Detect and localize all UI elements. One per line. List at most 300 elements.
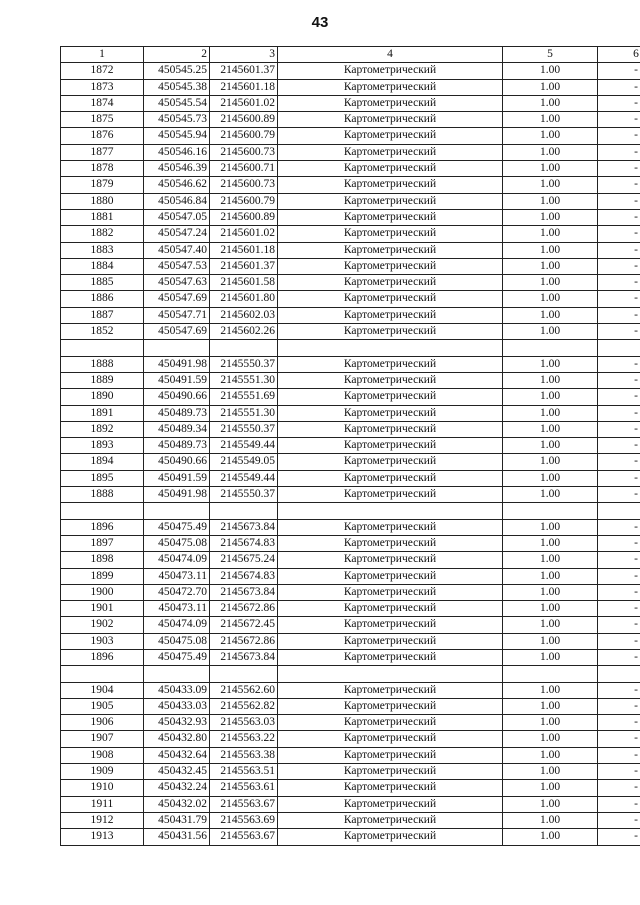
- table-cell: 1.00: [503, 291, 598, 307]
- table-cell: 450547.05: [144, 209, 210, 225]
- table-cell: Картометрический: [278, 552, 503, 568]
- table-cell: 1.00: [503, 715, 598, 731]
- table-row: [61, 796, 640, 812]
- table-cell: 2145601.02: [210, 226, 278, 242]
- table-cell: 450547.69: [144, 324, 210, 340]
- table-cell: Картометрический: [278, 470, 503, 486]
- table-cell: 1.00: [503, 649, 598, 665]
- table-cell: -: [598, 144, 640, 160]
- table-cell: 2145600.89: [210, 112, 278, 128]
- table-cell: 1875: [61, 112, 144, 128]
- table-cell: 1.00: [503, 617, 598, 633]
- table-cell: 1895: [61, 470, 144, 486]
- table-cell: 2145562.82: [210, 698, 278, 714]
- table-row: [61, 275, 640, 291]
- table-cell: 450432.24: [144, 780, 210, 796]
- table-cell: 2145672.45: [210, 617, 278, 633]
- table-cell: -: [598, 633, 640, 649]
- table-cell: 1909: [61, 764, 144, 780]
- table-cell: 1884: [61, 258, 144, 274]
- table-cell: -: [598, 731, 640, 747]
- table-cell: 450475.08: [144, 535, 210, 551]
- table-row: [61, 470, 640, 486]
- table-cell: 2145600.73: [210, 177, 278, 193]
- table-cell: 2145550.37: [210, 421, 278, 437]
- table-cell: Картометрический: [278, 568, 503, 584]
- table-cell: 1906: [61, 715, 144, 731]
- table-cell: 1.00: [503, 584, 598, 600]
- table-row: [61, 487, 640, 503]
- table-cell: 1904: [61, 682, 144, 698]
- table-cell: -: [598, 552, 640, 568]
- table-cell: 1.00: [503, 519, 598, 535]
- table-cell: 1.00: [503, 275, 598, 291]
- column-header-1: 1: [61, 47, 144, 63]
- table-cell: Картометрический: [278, 177, 503, 193]
- table-cell: 1881: [61, 209, 144, 225]
- table-cell: -: [598, 812, 640, 828]
- table-cell: 1.00: [503, 568, 598, 584]
- table-cell: 2145672.86: [210, 633, 278, 649]
- table-cell: 1.00: [503, 161, 598, 177]
- table-cell: -: [598, 161, 640, 177]
- table-cell: [503, 340, 598, 356]
- table-cell: -: [598, 193, 640, 209]
- table-cell: Картометрический: [278, 112, 503, 128]
- table-cell: 450491.98: [144, 487, 210, 503]
- table-cell: 1.00: [503, 209, 598, 225]
- table-cell: 450547.71: [144, 307, 210, 323]
- table-row: [61, 682, 640, 698]
- table-cell: Картометрический: [278, 144, 503, 160]
- table-row: [61, 112, 640, 128]
- table-cell: 450545.54: [144, 95, 210, 111]
- table-cell: 1.00: [503, 731, 598, 747]
- table-cell: 1.00: [503, 487, 598, 503]
- table-cell: 450546.62: [144, 177, 210, 193]
- table-cell: 1889: [61, 372, 144, 388]
- table-cell: Картометрический: [278, 535, 503, 551]
- table-cell: -: [598, 682, 640, 698]
- table-cell: 450547.69: [144, 291, 210, 307]
- table-cell: Картометрический: [278, 649, 503, 665]
- table-cell: 1883: [61, 242, 144, 258]
- table-cell: 450475.49: [144, 649, 210, 665]
- table-cell: 2145600.79: [210, 128, 278, 144]
- table-cell: -: [598, 307, 640, 323]
- coordinates-table: [60, 46, 640, 846]
- table-cell: Картометрический: [278, 307, 503, 323]
- table-cell: 1888: [61, 487, 144, 503]
- table-cell: -: [598, 454, 640, 470]
- table-cell: 2145601.80: [210, 291, 278, 307]
- table-cell: [210, 503, 278, 519]
- table-cell: 450474.09: [144, 617, 210, 633]
- table-cell: 2145563.38: [210, 747, 278, 763]
- table-cell: Картометрический: [278, 747, 503, 763]
- table-cell: 2145601.58: [210, 275, 278, 291]
- table-cell: -: [598, 535, 640, 551]
- table-cell: [61, 340, 144, 356]
- table-cell: -: [598, 389, 640, 405]
- table-row: [61, 356, 640, 372]
- table-cell: 2145563.03: [210, 715, 278, 731]
- table-cell: 1903: [61, 633, 144, 649]
- table-cell: Картометрический: [278, 454, 503, 470]
- table-cell: 2145672.86: [210, 601, 278, 617]
- table-cell: 1888: [61, 356, 144, 372]
- table-cell: 1896: [61, 519, 144, 535]
- table-cell: Картометрический: [278, 209, 503, 225]
- table-row: [61, 128, 640, 144]
- table-cell: [61, 666, 144, 682]
- table-cell: -: [598, 649, 640, 665]
- table-cell: -: [598, 715, 640, 731]
- table-cell: 2145550.37: [210, 356, 278, 372]
- table-cell: -: [598, 829, 640, 845]
- table-cell: 1885: [61, 275, 144, 291]
- table-cell: 2145551.69: [210, 389, 278, 405]
- table-row: [61, 535, 640, 551]
- table-cell: 1.00: [503, 144, 598, 160]
- table-cell: -: [598, 438, 640, 454]
- table-cell: 1.00: [503, 372, 598, 388]
- table-cell: Картометрический: [278, 128, 503, 144]
- table-cell: [61, 503, 144, 519]
- table-cell: 1.00: [503, 535, 598, 551]
- table-cell: 2145549.44: [210, 470, 278, 486]
- table-cell: Картометрический: [278, 715, 503, 731]
- table-cell: -: [598, 356, 640, 372]
- table-cell: 1894: [61, 454, 144, 470]
- table-cell: 1877: [61, 144, 144, 160]
- table-cell: 450491.59: [144, 372, 210, 388]
- table-cell: 1.00: [503, 698, 598, 714]
- table-cell: 1900: [61, 584, 144, 600]
- table-cell: 2145600.73: [210, 144, 278, 160]
- table-cell: 1.00: [503, 193, 598, 209]
- table-cell: 450545.73: [144, 112, 210, 128]
- table-cell: 1891: [61, 405, 144, 421]
- table-cell: 1.00: [503, 128, 598, 144]
- table-cell: Картометрический: [278, 584, 503, 600]
- table-body: [61, 63, 640, 845]
- table-cell: 450432.93: [144, 715, 210, 731]
- table-cell: 450475.49: [144, 519, 210, 535]
- table-cell: 450431.56: [144, 829, 210, 845]
- table-cell: 2145601.18: [210, 79, 278, 95]
- table-cell: 2145600.71: [210, 161, 278, 177]
- table-row: [61, 438, 640, 454]
- table-cell: -: [598, 470, 640, 486]
- table-cell: 450491.98: [144, 356, 210, 372]
- table-row: [61, 324, 640, 340]
- table-cell: [278, 503, 503, 519]
- table-row: [61, 389, 640, 405]
- table-cell: -: [598, 487, 640, 503]
- table-cell: -: [598, 275, 640, 291]
- column-header-3: 3: [210, 47, 278, 63]
- table-cell: 1876: [61, 128, 144, 144]
- table-cell: 1.00: [503, 79, 598, 95]
- table-cell: 1893: [61, 438, 144, 454]
- table-cell: 1901: [61, 601, 144, 617]
- table-cell: Картометрический: [278, 324, 503, 340]
- table-cell: [503, 666, 598, 682]
- table-cell: Картометрический: [278, 389, 503, 405]
- table-cell: 2145675.24: [210, 552, 278, 568]
- table-row: [61, 95, 640, 111]
- table-cell: -: [598, 291, 640, 307]
- table-cell: [210, 340, 278, 356]
- table-row: [61, 177, 640, 193]
- table-cell: 450546.16: [144, 144, 210, 160]
- table-cell: -: [598, 764, 640, 780]
- table-cell: 2145674.83: [210, 535, 278, 551]
- table-cell: 1902: [61, 617, 144, 633]
- table-cell: 450432.02: [144, 796, 210, 812]
- table-cell: 1.00: [503, 112, 598, 128]
- table-cell: [144, 503, 210, 519]
- table-cell: Картометрический: [278, 258, 503, 274]
- table-cell: 450547.53: [144, 258, 210, 274]
- table-row: [61, 552, 640, 568]
- table-cell: 1890: [61, 389, 144, 405]
- table-cell: 1879: [61, 177, 144, 193]
- table-cell: -: [598, 177, 640, 193]
- table-header-row: [61, 47, 640, 63]
- table-cell: -: [598, 242, 640, 258]
- table-cell: Картометрический: [278, 242, 503, 258]
- table-cell: 450490.66: [144, 389, 210, 405]
- table-cell: 2145673.84: [210, 649, 278, 665]
- table-cell: 2145563.69: [210, 812, 278, 828]
- table-cell: [503, 503, 598, 519]
- table-row: [61, 812, 640, 828]
- table-cell: Картометрический: [278, 193, 503, 209]
- table-row: [61, 161, 640, 177]
- table-cell: 1873: [61, 79, 144, 95]
- table-row: [61, 340, 640, 356]
- table-cell: 1905: [61, 698, 144, 714]
- table-cell: [278, 666, 503, 682]
- table-cell: 1.00: [503, 324, 598, 340]
- table-cell: 2145551.30: [210, 405, 278, 421]
- table-cell: 2145563.67: [210, 796, 278, 812]
- table-cell: -: [598, 226, 640, 242]
- table-cell: Картометрический: [278, 698, 503, 714]
- table-cell: 1899: [61, 568, 144, 584]
- table-cell: 450489.73: [144, 438, 210, 454]
- table-cell: Картометрический: [278, 421, 503, 437]
- table-cell: 1.00: [503, 405, 598, 421]
- table-cell: -: [598, 796, 640, 812]
- table-cell: 450547.63: [144, 275, 210, 291]
- table-cell: 450473.11: [144, 568, 210, 584]
- table-cell: Картометрический: [278, 95, 503, 111]
- table-row: [61, 584, 640, 600]
- table-cell: 450546.39: [144, 161, 210, 177]
- table-cell: Картометрический: [278, 405, 503, 421]
- table-cell: 450432.45: [144, 764, 210, 780]
- table-cell: Картометрический: [278, 438, 503, 454]
- table-cell: 1.00: [503, 812, 598, 828]
- table-cell: 450490.66: [144, 454, 210, 470]
- table-cell: 450547.24: [144, 226, 210, 242]
- table-cell: 2145600.79: [210, 193, 278, 209]
- table-cell: 1892: [61, 421, 144, 437]
- table-cell: -: [598, 258, 640, 274]
- table-cell: 1.00: [503, 421, 598, 437]
- table-cell: 2145602.26: [210, 324, 278, 340]
- table-cell: [598, 666, 640, 682]
- table-cell: 1.00: [503, 747, 598, 763]
- table-cell: 1886: [61, 291, 144, 307]
- table-cell: 1913: [61, 829, 144, 845]
- table-cell: 1.00: [503, 226, 598, 242]
- table-cell: 450546.84: [144, 193, 210, 209]
- table-cell: 2145674.83: [210, 568, 278, 584]
- table-cell: [598, 503, 640, 519]
- table-cell: -: [598, 95, 640, 111]
- table-cell: 1.00: [503, 682, 598, 698]
- table-row: [61, 63, 640, 79]
- table-cell: Картометрический: [278, 731, 503, 747]
- table-cell: 450474.09: [144, 552, 210, 568]
- table-cell: 450472.70: [144, 584, 210, 600]
- table-cell: 1911: [61, 796, 144, 812]
- table-row: [61, 291, 640, 307]
- table-row: [61, 209, 640, 225]
- table-cell: Картометрический: [278, 764, 503, 780]
- table-cell: 1882: [61, 226, 144, 242]
- table-cell: Картометрический: [278, 633, 503, 649]
- table-cell: 1887: [61, 307, 144, 323]
- table-cell: 1.00: [503, 454, 598, 470]
- table-cell: Картометрический: [278, 487, 503, 503]
- table-cell: 2145562.60: [210, 682, 278, 698]
- table-cell: Картометрический: [278, 519, 503, 535]
- table-cell: 1.00: [503, 552, 598, 568]
- table-cell: 1898: [61, 552, 144, 568]
- table-cell: 1.00: [503, 601, 598, 617]
- table-cell: 1.00: [503, 258, 598, 274]
- table-cell: -: [598, 63, 640, 79]
- table-cell: 450489.34: [144, 421, 210, 437]
- table-cell: 2145601.37: [210, 258, 278, 274]
- table-cell: 2145551.30: [210, 372, 278, 388]
- table-row: [61, 617, 640, 633]
- table-cell: 450433.09: [144, 682, 210, 698]
- table-row: [61, 731, 640, 747]
- table-row: [61, 79, 640, 95]
- table-row: [61, 307, 640, 323]
- table-cell: 450545.25: [144, 63, 210, 79]
- table-cell: -: [598, 519, 640, 535]
- table-row: [61, 601, 640, 617]
- table-cell: 450489.73: [144, 405, 210, 421]
- table-cell: 2145601.37: [210, 63, 278, 79]
- table-cell: [144, 666, 210, 682]
- table-row: [61, 568, 640, 584]
- table-cell: 1.00: [503, 796, 598, 812]
- table-cell: 2145601.18: [210, 242, 278, 258]
- table-cell: 1.00: [503, 470, 598, 486]
- table-cell: 450432.80: [144, 731, 210, 747]
- table-cell: 2145563.22: [210, 731, 278, 747]
- table-cell: -: [598, 324, 640, 340]
- table-cell: -: [598, 372, 640, 388]
- table-cell: 2145550.37: [210, 487, 278, 503]
- table-cell: Картометрический: [278, 226, 503, 242]
- table-cell: 1.00: [503, 829, 598, 845]
- table-row: [61, 503, 640, 519]
- table-cell: 1878: [61, 161, 144, 177]
- table-row: [61, 405, 640, 421]
- table-row: [61, 372, 640, 388]
- table-cell: 1.00: [503, 633, 598, 649]
- table-cell: Картометрический: [278, 291, 503, 307]
- table-cell: 1.00: [503, 356, 598, 372]
- table-cell: 2145600.89: [210, 209, 278, 225]
- table-row: [61, 144, 640, 160]
- table-cell: 450545.94: [144, 128, 210, 144]
- table-row: [61, 226, 640, 242]
- table-cell: Картометрический: [278, 617, 503, 633]
- table-cell: [278, 340, 503, 356]
- table-row: [61, 258, 640, 274]
- table-cell: -: [598, 584, 640, 600]
- table-cell: 2145549.44: [210, 438, 278, 454]
- table-cell: 1.00: [503, 242, 598, 258]
- table-cell: Картометрический: [278, 275, 503, 291]
- table-row: [61, 715, 640, 731]
- table-cell: 1.00: [503, 389, 598, 405]
- table-cell: -: [598, 568, 640, 584]
- table-row: [61, 698, 640, 714]
- table-cell: -: [598, 780, 640, 796]
- table-cell: Картометрический: [278, 63, 503, 79]
- table-cell: Картометрический: [278, 161, 503, 177]
- table-cell: [598, 340, 640, 356]
- table-cell: 450547.40: [144, 242, 210, 258]
- table-cell: 1907: [61, 731, 144, 747]
- table-cell: 450475.08: [144, 633, 210, 649]
- table-cell: 450431.79: [144, 812, 210, 828]
- table-cell: 1.00: [503, 63, 598, 79]
- table-cell: Картометрический: [278, 682, 503, 698]
- table-cell: Картометрический: [278, 79, 503, 95]
- table-cell: Картометрический: [278, 372, 503, 388]
- column-header-5: 5: [503, 47, 598, 63]
- table-cell: Картометрический: [278, 780, 503, 796]
- table-cell: 450491.59: [144, 470, 210, 486]
- table-cell: -: [598, 79, 640, 95]
- table-cell: 1896: [61, 649, 144, 665]
- column-header-2: 2: [144, 47, 210, 63]
- table-cell: -: [598, 405, 640, 421]
- table-cell: Картометрический: [278, 601, 503, 617]
- table-row: [61, 193, 640, 209]
- table-cell: 450433.03: [144, 698, 210, 714]
- table-cell: 2145601.02: [210, 95, 278, 111]
- table-cell: -: [598, 128, 640, 144]
- table-cell: -: [598, 617, 640, 633]
- column-header-4: 4: [278, 47, 503, 63]
- table-cell: 1880: [61, 193, 144, 209]
- table-row: [61, 747, 640, 763]
- table-cell: 1908: [61, 747, 144, 763]
